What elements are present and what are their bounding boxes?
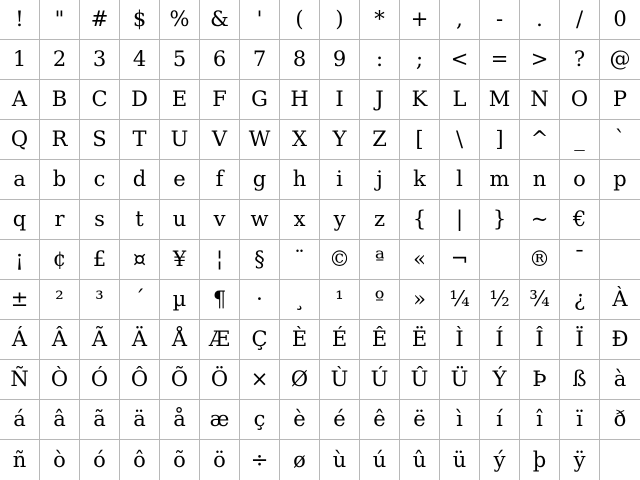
glyph-cell[interactable]: È: [280, 320, 320, 360]
glyph-cell[interactable]: á: [0, 400, 40, 440]
glyph-cell[interactable]: å: [160, 400, 200, 440]
glyph-cell[interactable]: Å: [160, 320, 200, 360]
glyph-cell[interactable]: d: [120, 160, 160, 200]
glyph-cell[interactable]: ¼: [440, 280, 480, 320]
glyph-cell[interactable]: õ: [160, 440, 200, 480]
glyph-cell[interactable]: `: [600, 120, 640, 160]
glyph-cell[interactable]: W: [240, 120, 280, 160]
glyph-cell[interactable]: -: [480, 0, 520, 40]
glyph-cell[interactable]: ô: [120, 440, 160, 480]
glyph-cell[interactable]: [480, 240, 520, 280]
glyph-cell[interactable]: Y: [320, 120, 360, 160]
glyph-cell[interactable]: ¦: [200, 240, 240, 280]
glyph-cell[interactable]: (: [280, 0, 320, 40]
glyph-cell[interactable]: J: [360, 80, 400, 120]
glyph-cell[interactable]: #: [80, 0, 120, 40]
glyph-cell[interactable]: m: [480, 160, 520, 200]
glyph-cell[interactable]: \: [440, 120, 480, 160]
glyph-cell[interactable]: S: [80, 120, 120, 160]
glyph-cell[interactable]: ã: [80, 400, 120, 440]
glyph-cell[interactable]: o: [560, 160, 600, 200]
glyph-cell[interactable]: ª: [360, 240, 400, 280]
glyph-cell[interactable]: û: [400, 440, 440, 480]
glyph-cell[interactable]: i: [320, 160, 360, 200]
glyph-cell[interactable]: [600, 440, 640, 480]
glyph-cell[interactable]: Ô: [120, 360, 160, 400]
glyph-cell[interactable]: =: [480, 40, 520, 80]
glyph-cell[interactable]: Ð: [600, 320, 640, 360]
glyph-cell[interactable]: s: [80, 200, 120, 240]
glyph-cell[interactable]: 6: [200, 40, 240, 80]
glyph-cell[interactable]: ²: [40, 280, 80, 320]
glyph-cell[interactable]: Ã: [80, 320, 120, 360]
glyph-cell[interactable]: Ì: [440, 320, 480, 360]
glyph-cell[interactable]: ¯: [560, 240, 600, 280]
glyph-cell[interactable]: þ: [520, 440, 560, 480]
glyph-cell[interactable]: ñ: [0, 440, 40, 480]
glyph-cell[interactable]: £: [80, 240, 120, 280]
glyph-cell[interactable]: «: [400, 240, 440, 280]
glyph-cell[interactable]: D: [120, 80, 160, 120]
glyph-cell[interactable]: H: [280, 80, 320, 120]
glyph-cell[interactable]: ¾: [520, 280, 560, 320]
glyph-cell[interactable]: F: [200, 80, 240, 120]
glyph-cell[interactable]: N: [520, 80, 560, 120]
glyph-cell[interactable]: Õ: [160, 360, 200, 400]
glyph-cell[interactable]: 7: [240, 40, 280, 80]
glyph-cell[interactable]: ó: [80, 440, 120, 480]
glyph-cell[interactable]: q: [0, 200, 40, 240]
glyph-cell[interactable]: Â: [40, 320, 80, 360]
glyph-cell[interactable]: M: [480, 80, 520, 120]
glyph-cell[interactable]: C: [80, 80, 120, 120]
glyph-cell[interactable]: G: [240, 80, 280, 120]
glyph-cell[interactable]: Æ: [200, 320, 240, 360]
glyph-cell[interactable]: .: [520, 0, 560, 40]
glyph-cell[interactable]: w: [240, 200, 280, 240]
glyph-cell[interactable]: {: [400, 200, 440, 240]
glyph-cell[interactable]: V: [200, 120, 240, 160]
glyph-cell[interactable]: è: [280, 400, 320, 440]
glyph-cell[interactable]: /: [560, 0, 600, 40]
glyph-cell[interactable]: c: [80, 160, 120, 200]
glyph-cell[interactable]: L: [440, 80, 480, 120]
glyph-cell[interactable]: ;: [400, 40, 440, 80]
glyph-cell[interactable]: Ó: [80, 360, 120, 400]
glyph-cell[interactable]: µ: [160, 280, 200, 320]
glyph-cell[interactable]: 0: [600, 0, 640, 40]
glyph-cell[interactable]: â: [40, 400, 80, 440]
glyph-cell[interactable]: ¬: [440, 240, 480, 280]
glyph-cell[interactable]: ®: [520, 240, 560, 280]
glyph-cell[interactable]: B: [40, 80, 80, 120]
glyph-cell[interactable]: R: [40, 120, 80, 160]
glyph-cell[interactable]: v: [200, 200, 240, 240]
glyph-cell[interactable]: &: [200, 0, 240, 40]
glyph-cell[interactable]: z: [360, 200, 400, 240]
glyph-cell[interactable]: ?: [560, 40, 600, 80]
glyph-cell[interactable]: P: [600, 80, 640, 120]
glyph-cell[interactable]: Ñ: [0, 360, 40, 400]
glyph-cell[interactable]: y: [320, 200, 360, 240]
glyph-cell[interactable]: 8: [280, 40, 320, 80]
glyph-cell[interactable]: a: [0, 160, 40, 200]
glyph-cell[interactable]: à: [600, 360, 640, 400]
glyph-cell[interactable]: Î: [520, 320, 560, 360]
glyph-cell[interactable]: î: [520, 400, 560, 440]
glyph-cell[interactable]: ò: [40, 440, 80, 480]
glyph-cell[interactable]: ü: [440, 440, 480, 480]
glyph-cell[interactable]: +: [400, 0, 440, 40]
glyph-cell[interactable]: T: [120, 120, 160, 160]
glyph-cell[interactable]: ç: [240, 400, 280, 440]
glyph-cell[interactable]: Ò: [40, 360, 80, 400]
glyph-cell[interactable]: Ü: [440, 360, 480, 400]
glyph-cell[interactable]: Û: [400, 360, 440, 400]
glyph-cell[interactable]: ð: [600, 400, 640, 440]
glyph-cell[interactable]: ä: [120, 400, 160, 440]
glyph-cell[interactable]: ~: [520, 200, 560, 240]
glyph-cell[interactable]: l: [440, 160, 480, 200]
glyph-cell[interactable]: ±: [0, 280, 40, 320]
glyph-cell[interactable]: O: [560, 80, 600, 120]
glyph-cell[interactable]: ë: [400, 400, 440, 440]
glyph-cell[interactable]: ù: [320, 440, 360, 480]
glyph-cell[interactable]: ): [320, 0, 360, 40]
glyph-cell[interactable]: ]: [480, 120, 520, 160]
glyph-cell[interactable]: A: [0, 80, 40, 120]
glyph-cell[interactable]: @: [600, 40, 640, 80]
glyph-cell[interactable]: ×: [240, 360, 280, 400]
glyph-cell[interactable]: Ø: [280, 360, 320, 400]
glyph-cell[interactable]: ¥: [160, 240, 200, 280]
glyph-cell[interactable]: ¤: [120, 240, 160, 280]
glyph-cell[interactable]: ´: [120, 280, 160, 320]
glyph-cell[interactable]: f: [200, 160, 240, 200]
glyph-cell[interactable]: ^: [520, 120, 560, 160]
glyph-cell[interactable]: §: [240, 240, 280, 280]
glyph-cell[interactable]: ï: [560, 400, 600, 440]
glyph-cell[interactable]: ,: [440, 0, 480, 40]
glyph-cell[interactable]: ¶: [200, 280, 240, 320]
glyph-cell[interactable]: 9: [320, 40, 360, 80]
glyph-cell[interactable]: $: [120, 0, 160, 40]
glyph-cell[interactable]: b: [40, 160, 80, 200]
glyph-cell[interactable]: h: [280, 160, 320, 200]
glyph-cell[interactable]: ': [240, 0, 280, 40]
glyph-cell[interactable]: Q: [0, 120, 40, 160]
glyph-cell[interactable]: }: [480, 200, 520, 240]
glyph-cell[interactable]: ú: [360, 440, 400, 480]
glyph-cell[interactable]: ·: [240, 280, 280, 320]
glyph-cell[interactable]: Ú: [360, 360, 400, 400]
glyph-cell[interactable]: 5: [160, 40, 200, 80]
glyph-cell[interactable]: Ç: [240, 320, 280, 360]
glyph-cell[interactable]: ì: [440, 400, 480, 440]
glyph-cell[interactable]: e: [160, 160, 200, 200]
glyph-cell[interactable]: t: [120, 200, 160, 240]
glyph-cell[interactable]: æ: [200, 400, 240, 440]
glyph-cell[interactable]: ß: [560, 360, 600, 400]
glyph-cell[interactable]: ÷: [240, 440, 280, 480]
glyph-cell[interactable]: Ù: [320, 360, 360, 400]
glyph-cell[interactable]: ©: [320, 240, 360, 280]
glyph-cell[interactable]: ½: [480, 280, 520, 320]
glyph-cell[interactable]: k: [400, 160, 440, 200]
glyph-cell[interactable]: E: [160, 80, 200, 120]
glyph-cell[interactable]: Ï: [560, 320, 600, 360]
glyph-cell[interactable]: ¨: [280, 240, 320, 280]
glyph-cell[interactable]: 3: [80, 40, 120, 80]
glyph-cell[interactable]: U: [160, 120, 200, 160]
glyph-cell[interactable]: ¡: [0, 240, 40, 280]
glyph-cell[interactable]: X: [280, 120, 320, 160]
glyph-cell[interactable]: ": [40, 0, 80, 40]
glyph-cell[interactable]: |: [440, 200, 480, 240]
glyph-cell[interactable]: À: [600, 280, 640, 320]
glyph-cell[interactable]: >: [520, 40, 560, 80]
glyph-cell[interactable]: ¢: [40, 240, 80, 280]
glyph-cell[interactable]: 4: [120, 40, 160, 80]
glyph-cell[interactable]: g: [240, 160, 280, 200]
glyph-cell[interactable]: j: [360, 160, 400, 200]
glyph-cell[interactable]: p: [600, 160, 640, 200]
glyph-cell[interactable]: I: [320, 80, 360, 120]
glyph-cell[interactable]: u: [160, 200, 200, 240]
glyph-cell[interactable]: Á: [0, 320, 40, 360]
glyph-cell[interactable]: ý: [480, 440, 520, 480]
glyph-cell[interactable]: ³: [80, 280, 120, 320]
glyph-cell[interactable]: ¸: [280, 280, 320, 320]
glyph-cell[interactable]: ê: [360, 400, 400, 440]
glyph-cell[interactable]: Þ: [520, 360, 560, 400]
glyph-cell[interactable]: %: [160, 0, 200, 40]
glyph-cell[interactable]: »: [400, 280, 440, 320]
glyph-cell[interactable]: ¿: [560, 280, 600, 320]
glyph-cell[interactable]: Ê: [360, 320, 400, 360]
glyph-cell[interactable]: Ý: [480, 360, 520, 400]
glyph-cell[interactable]: é: [320, 400, 360, 440]
glyph-cell[interactable]: *: [360, 0, 400, 40]
glyph-cell[interactable]: º: [360, 280, 400, 320]
glyph-cell[interactable]: ¹: [320, 280, 360, 320]
glyph-cell[interactable]: €: [560, 200, 600, 240]
glyph-cell[interactable]: í: [480, 400, 520, 440]
glyph-cell[interactable]: _: [560, 120, 600, 160]
glyph-cell[interactable]: Í: [480, 320, 520, 360]
glyph-cell[interactable]: Z: [360, 120, 400, 160]
glyph-cell[interactable]: ö: [200, 440, 240, 480]
glyph-cell[interactable]: 1: [0, 40, 40, 80]
glyph-cell[interactable]: [600, 240, 640, 280]
glyph-cell[interactable]: x: [280, 200, 320, 240]
glyph-cell[interactable]: <: [440, 40, 480, 80]
glyph-cell[interactable]: K: [400, 80, 440, 120]
glyph-cell[interactable]: ÿ: [560, 440, 600, 480]
glyph-cell[interactable]: Ä: [120, 320, 160, 360]
glyph-cell[interactable]: n: [520, 160, 560, 200]
glyph-cell[interactable]: !: [0, 0, 40, 40]
glyph-cell[interactable]: r: [40, 200, 80, 240]
glyph-cell[interactable]: :: [360, 40, 400, 80]
glyph-cell[interactable]: ø: [280, 440, 320, 480]
glyph-cell[interactable]: 2: [40, 40, 80, 80]
glyph-cell[interactable]: Ö: [200, 360, 240, 400]
glyph-cell[interactable]: Ë: [400, 320, 440, 360]
glyph-cell[interactable]: [: [400, 120, 440, 160]
glyph-cell[interactable]: É: [320, 320, 360, 360]
glyph-cell[interactable]: [600, 200, 640, 240]
